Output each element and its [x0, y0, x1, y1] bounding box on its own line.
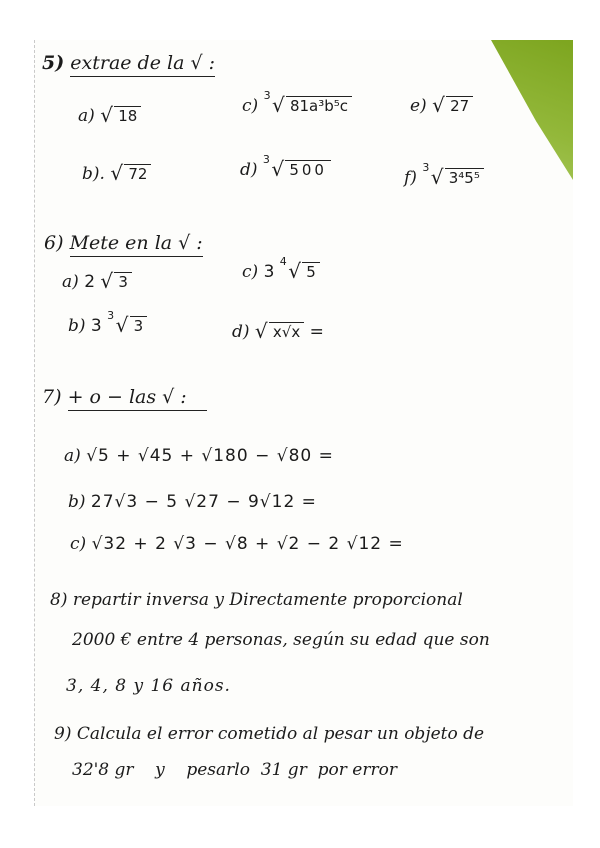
item-label: e)	[410, 96, 427, 116]
item-label: b).	[82, 164, 105, 184]
ex5-heading	[42, 52, 215, 74]
ex9-line-1	[54, 724, 484, 744]
radicand: x√x	[269, 322, 304, 341]
coefficient: 3	[90, 316, 102, 336]
ex7-heading	[42, 386, 207, 408]
radicand: 18	[114, 106, 141, 125]
ex5-item-c	[242, 89, 352, 116]
ex6-item-c	[242, 255, 320, 282]
ex5-title: extrae de la √ :	[70, 52, 215, 77]
coefficient: 3	[263, 262, 275, 282]
item-label: a)	[78, 106, 95, 126]
radical	[434, 96, 473, 116]
expression: 27√3 − 5 √27 − 9√12 =	[90, 492, 317, 512]
radical	[290, 262, 320, 282]
ex8-line-3	[66, 676, 231, 696]
ex9-line-2	[72, 760, 397, 780]
radical	[118, 316, 148, 336]
ex9-number: 9)	[54, 724, 72, 744]
item-label: b)	[68, 492, 86, 512]
ex6-item-b	[68, 309, 147, 336]
expression: √32 + 2 √3 − √8 + √2 − 2 √12 =	[91, 534, 404, 554]
ex6-heading	[44, 232, 203, 254]
item-label: b)	[68, 316, 86, 336]
radicand: 27	[446, 96, 473, 115]
item-label: c)	[242, 96, 259, 116]
radical	[273, 160, 331, 180]
ex7-item-a	[64, 446, 334, 466]
ex9-text: 32'8 gr y pesarlo 31 gr por error	[72, 760, 397, 780]
ex6-title: Mete en la √ :	[70, 232, 203, 257]
ex5-number: 5)	[42, 52, 65, 74]
coefficient: 2	[84, 272, 96, 292]
ex5-item-b	[82, 164, 151, 184]
ex5-item-a	[78, 106, 141, 126]
radical-index: 3	[263, 89, 271, 102]
page-corner-fold	[491, 40, 573, 180]
ex5-item-d	[240, 153, 331, 180]
radicand: 500	[285, 160, 331, 179]
ex8-number: 8)	[50, 590, 68, 610]
item-label: d)	[232, 322, 250, 342]
ex8-text: 3, 4, 8 y 16 años.	[66, 676, 231, 696]
radical	[433, 168, 484, 188]
radical-index: 4	[279, 255, 287, 268]
ex5-item-f	[404, 161, 484, 188]
radical	[257, 322, 304, 342]
radicand: 81a³b⁵c	[286, 96, 352, 115]
ex7-title: + o − las √ :	[68, 386, 207, 411]
item-label: f)	[404, 168, 417, 188]
radicand: 3⁴5⁵	[445, 168, 484, 187]
ex9-text: Calcula el error cometido al pesar un objeto de	[76, 724, 485, 744]
expression: √5 + √45 + √180 − √80 =	[86, 446, 334, 466]
ex7-number: 7)	[42, 386, 62, 408]
equals-sign: =	[309, 322, 324, 342]
ex6-item-d	[232, 322, 324, 342]
radical	[102, 272, 132, 292]
ex7-item-b	[68, 492, 317, 512]
ex8-text: repartir inversa y Directamente proporcional	[72, 590, 463, 610]
item-label: d)	[240, 160, 258, 180]
ex8-line-2	[72, 630, 490, 650]
item-label: a)	[62, 272, 79, 292]
ex6-number: 6)	[44, 232, 64, 254]
item-label: c)	[242, 262, 259, 282]
radicand: 3	[130, 316, 148, 335]
radicand: 72	[124, 164, 151, 183]
radicand: 3	[114, 272, 132, 291]
ex8-line-1	[50, 590, 463, 610]
item-label: a)	[64, 446, 81, 466]
item-label: c)	[70, 534, 87, 554]
radical-index: 3	[422, 161, 430, 174]
radical	[274, 96, 352, 116]
ex5-item-e	[410, 96, 473, 116]
ex7-item-c	[70, 534, 404, 554]
ex8-text: 2000 € entre 4 personas, según su edad que son	[72, 630, 490, 650]
radical-index: 3	[262, 153, 270, 166]
radical	[102, 106, 141, 126]
radical	[112, 164, 151, 184]
radicand: 5	[302, 262, 320, 281]
radical-index: 3	[107, 309, 115, 322]
ex6-item-a	[62, 272, 132, 292]
